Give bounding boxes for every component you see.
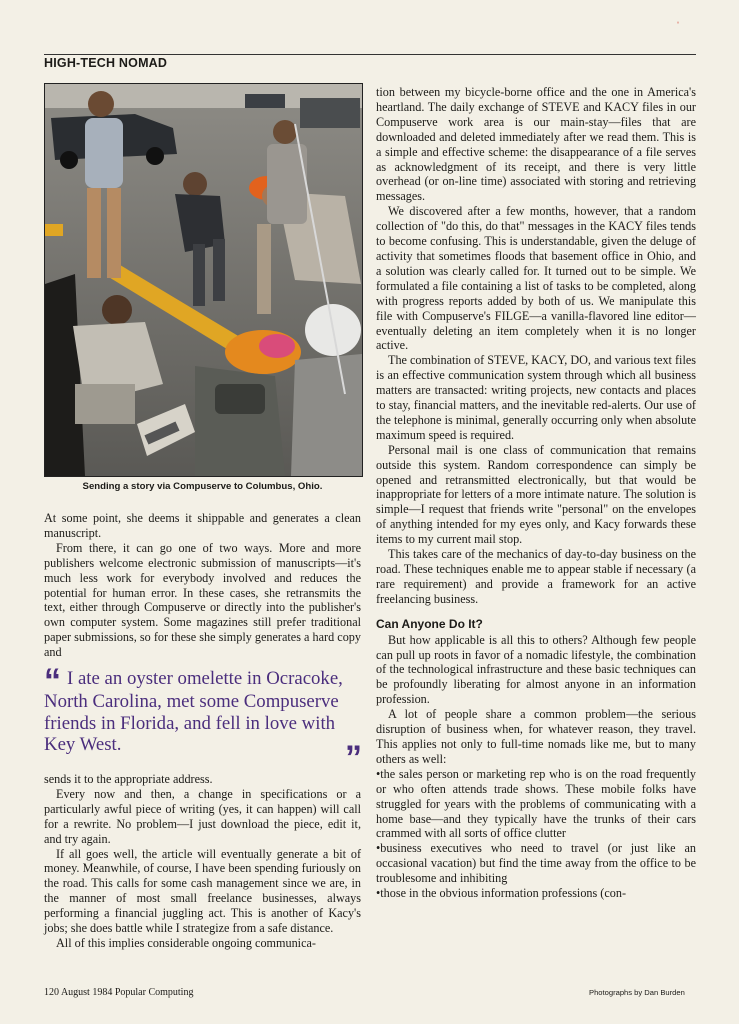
corner-mark: ˈ [676,19,680,33]
left-column-top [44,511,361,660]
left-column-bottom [44,772,361,951]
paragraph: Personal mail is one class of communication that remains outside this system. Random correspondence can simply be opened and retransmitted electronically, but that would be inappropriate for letters of a more intimate nature. The solution is simple—I request that friends write "personal" on the envelopes of anything intended for my eyes only, and Kacy forwards these items to my current mail stop. [376,442,696,547]
paragraph: All of this implies considerable ongoing communica- [56,935,316,950]
pull-quote-text: I ate an oyster omelette in Ocracoke, North Carolina, met some Compuserve friends in Florida, and fell in love with Key West. [44,668,343,755]
open-quote-icon: “ [44,662,61,700]
paragraph: This takes care of the mechanics of day-to-day business on the road. These techniques enable me to appear stable if necessary (a rare requirement) and provide a framework for an active freelancing business. [376,547,696,606]
paragraph: We discovered after a few months, however, that a random collection of "do this, do that" messages in the KACY files tends to become confusing. This is understandable, given the deluge of activity that sometimes floods that basement office in Ohio, and a solution was clearly called for. It turned out to be simple. We formulated a file containing a list of tasks to be completed, along with progress reports added by both of us. We manipulate this file with Compuserve's FILGE—a vanilla-flavored line editor—eventually deleting an item completely when it is no longer active. [376,204,696,353]
photo-compuserve-team [44,83,363,477]
paragraph: tion between my bicycle-borne office and the one in America's heartland. The daily exchange of STEVE and KACY files in our Compuserve work area is our main-stay—files that are downloaded and deleted immediately after we read them. This is a simple and effective scheme: the disappearance of a file serves as acknowledgment of its receipt, and there is very little overhead (or on-line time) associated with storing and retrieving messages. [376,85,696,204]
bullet-item: •the sales person or marketing rep who is on the road frequently or who often attends trade shows. These mobile folks have struggled for years with the problems of communicating with a home base—and they typically have the trunks of their cars crammed with all sorts of office clutter [376,766,696,841]
paragraph: But how applicable is all this to others? Although few people can pull up roots in favor of a nomadic lifestyle, the combination of the technological infrastructure and these basic techniques can be profoundly liberating for almost anyone in an information profession. [376,632,696,707]
close-quote-icon: ” [345,739,362,777]
right-column [376,85,696,901]
paragraph: Every now and then, a change in specifications or a particularly awful piece of writing (yes, it can happen) will call for a rewrite. No problem—I just download the piece, edit it, and try again. [44,786,361,846]
section-label: HIGH-TECH NOMAD [44,56,168,70]
paragraph: The combination of STEVE, KACY, DO, and various text files is an effective communication system through which all business matters are transacted: writing projects, new contacts and places to stay, financial matters, and the inevitable red-alerts. Our use of the telephone is minimal, generally occurring only when absolute maximum speed is required. [376,353,696,442]
photo-caption: Sending a story via Compuserve to Columbus, Ohio. [82,481,323,492]
bullet-item: •business executives who need to travel (or just like an occasional vacation) but find the time away from the office to be troublesome and inhibiting [376,841,696,886]
paragraph: A lot of people share a common problem—the serious disruption of business when, for whatever reason, they travel. This applies not only to full-time nomads like me, but to many others as well: [376,707,696,766]
pull-quote [44,662,362,777]
photo-illustration [45,84,362,476]
subhead: Can Anyone Do It? [376,616,483,631]
page-folio: 120 August 1984 Popular Computing [44,987,194,998]
paragraph: At some point, she deems it shippable and generates a clean manuscript. [44,511,361,540]
bullet-item: •those in the obvious information professions (con- [376,886,627,901]
paragraph: If all goes well, the article will eventually generate a bit of money. Meanwhile, of course, I have been spending furiously on the road. This calls for some cash management since we are, in the manner of most small freelance businesses, always performing a financial juggling act. This is another of Kacy's jobs; she does battle while I strategize from a safe distance. [44,846,361,936]
photo-credit: Photographs by Dan Burden [589,988,685,997]
paragraph: sends it to the appropriate address. [44,772,213,786]
section-rule [44,54,696,55]
paragraph: From there, it can go one of two ways. More and more publishers welcome electronic submission of manuscripts—it's much less work for everybody involved and reduces the potential for human error. In these cases, she retransmits the text, either through Compuserve or directly into the publisher's own computer system. Some magazines still prefer traditional paper submissions, so for these she simply generates a hard copy and [44,540,361,660]
